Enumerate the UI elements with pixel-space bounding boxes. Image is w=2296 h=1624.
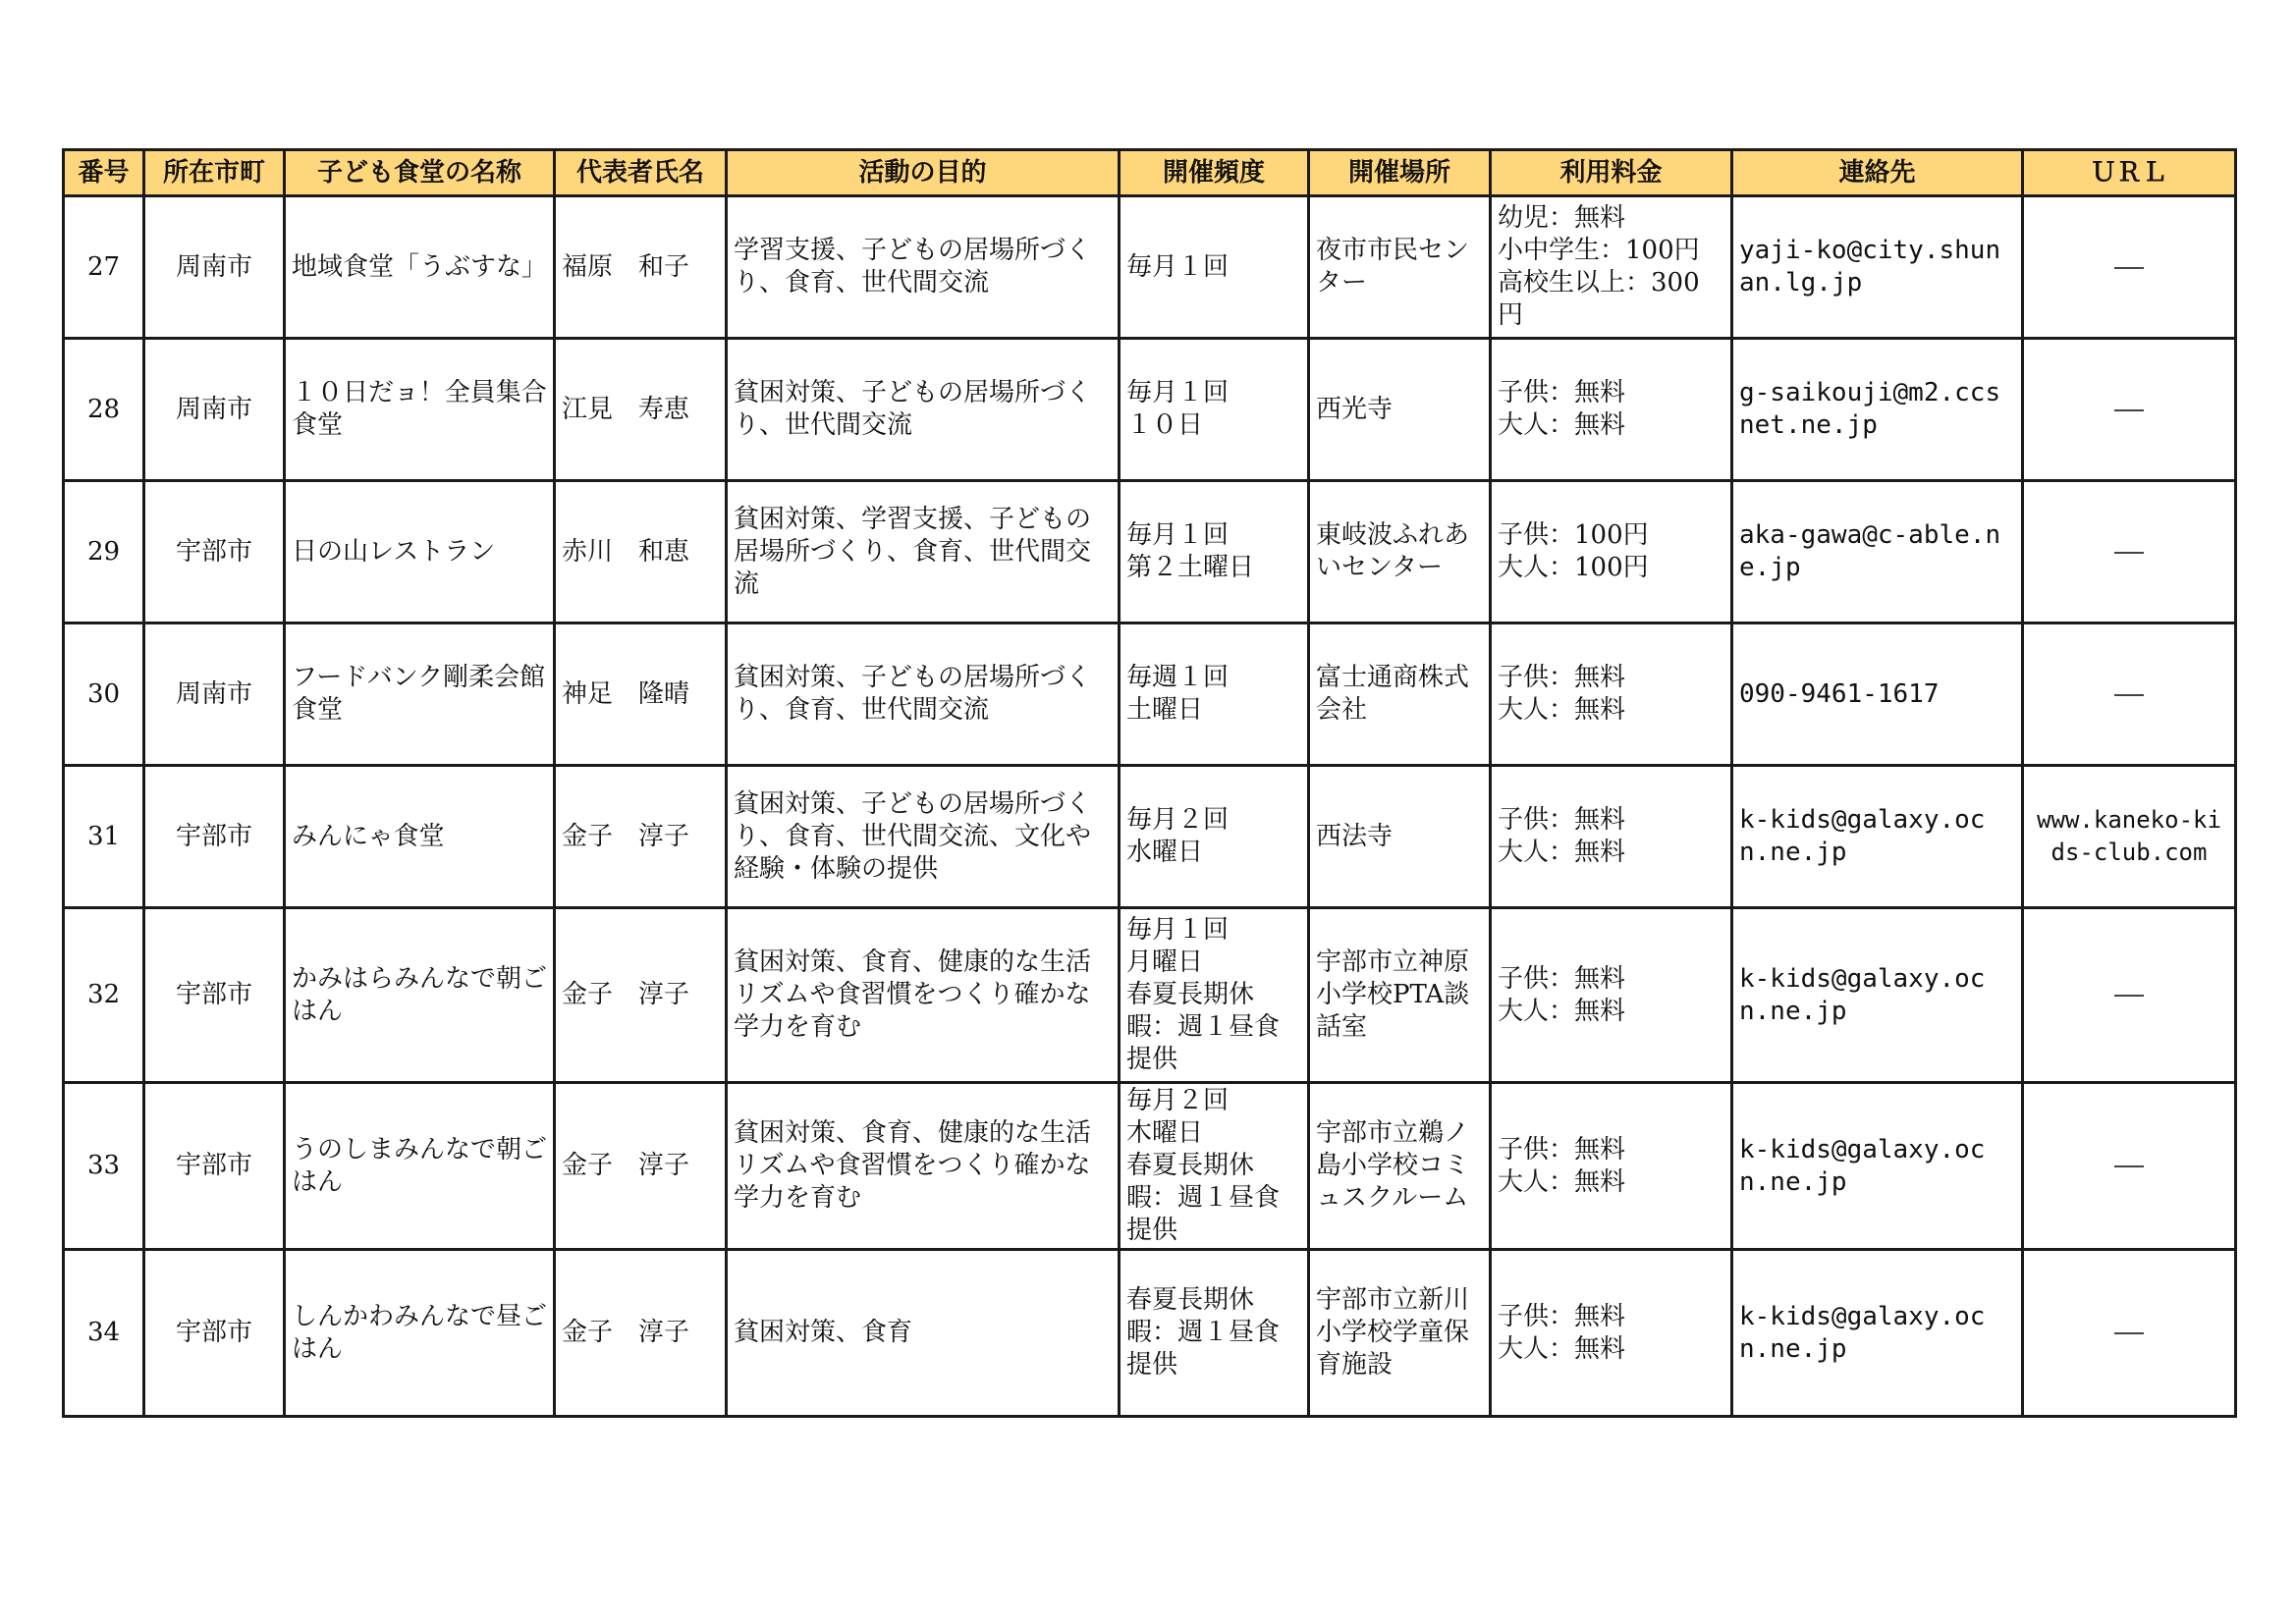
row-url: [2023, 1250, 2236, 1417]
row-url: [2023, 623, 2236, 766]
row-purpose: 貧困対策、子どもの居場所づくり、食育、世代間交流: [727, 623, 1120, 766]
row-city: 宇部市: [144, 481, 285, 623]
row-venue: 宇部市立新川小学校学童保育施設: [1309, 1250, 1491, 1417]
row-representative: 神足 隆晴: [555, 623, 727, 766]
row-representative: 金子 淳子: [555, 766, 727, 908]
row-contact: yaji-ko@city.shunan.lg.jp: [1732, 196, 2023, 339]
row-fee: [1491, 766, 1732, 908]
row-frequency-line: 春夏長期休暇：週１昼食提供: [1126, 980, 1281, 1074]
row-frequency: [1120, 908, 1309, 1083]
row-number: 34: [64, 1250, 144, 1417]
row-frequency: [1120, 339, 1309, 481]
row-contact: g-saikouji@m2.ccsnet.ne.jp: [1732, 339, 2023, 481]
row-purpose: 貧困対策、子どもの居場所づくり、食育、世代間交流、文化や経験・体験の提供: [727, 766, 1120, 908]
row-fee-line: 子供：無料: [1498, 1134, 1626, 1164]
no-url-dash: [2114, 1332, 2144, 1334]
row-cafeteria-name: みんにゃ食堂: [285, 766, 555, 908]
row-fee-line: 子供：無料: [1498, 378, 1626, 407]
row-frequency-line: １０日: [1126, 410, 1204, 440]
no-url-dash: [2114, 1165, 2144, 1167]
row-city: 宇部市: [144, 908, 285, 1083]
row-venue: 宇部市立鵜ノ島小学校コミュスクルーム: [1309, 1083, 1491, 1250]
row-venue: 東岐波ふれあいセンター: [1309, 481, 1491, 623]
header-purpose: 活動の目的: [727, 150, 1120, 196]
row-frequency: [1120, 196, 1309, 339]
row-fee: [1491, 623, 1732, 766]
row-fee-line: 大人：無料: [1498, 838, 1626, 867]
row-contact: k-kids@galaxy.ocn.ne.jp: [1732, 1250, 2023, 1417]
row-frequency: [1120, 766, 1309, 908]
row-number: 28: [64, 339, 144, 481]
row-venue: 西光寺: [1309, 339, 1491, 481]
row-city: 宇部市: [144, 1083, 285, 1250]
row-frequency-line: 毎月２回: [1126, 1086, 1230, 1115]
row-purpose: 貧困対策、食育、健康的な生活リズムや食習慣をつくり確かな学力を育む: [727, 908, 1120, 1083]
row-purpose: 貧困対策、食育、健康的な生活リズムや食習慣をつくり確かな学力を育む: [727, 1083, 1120, 1250]
row-representative: 金子 淳子: [555, 1083, 727, 1250]
header-row: [64, 150, 2236, 196]
row-number: 30: [64, 623, 144, 766]
row-frequency: [1120, 1250, 1309, 1417]
row-frequency: [1120, 623, 1309, 766]
row-cafeteria-name: フードバンク剛柔会館食堂: [285, 623, 555, 766]
table-row: [64, 623, 2236, 766]
header-cafeteria-name: 子ども食堂の名称: [285, 150, 555, 196]
table-row: [64, 196, 2236, 339]
header-venue: 開催場所: [1309, 150, 1491, 196]
row-cafeteria-name: しんかわみんなで昼ごはん: [285, 1250, 555, 1417]
row-fee: [1491, 908, 1732, 1083]
table-row: [64, 766, 2236, 908]
row-fee: [1491, 1250, 1732, 1417]
row-frequency-line: 第２土曜日: [1126, 553, 1255, 582]
row-venue: 宇部市立神原小学校PTA談話室: [1309, 908, 1491, 1083]
row-contact: k-kids@galaxy.ocn.ne.jp: [1732, 766, 2023, 908]
header-contact: 連絡先: [1732, 150, 2023, 196]
row-fee-line: 大人：100円: [1498, 553, 1649, 582]
row-frequency-line: 水曜日: [1126, 838, 1204, 867]
row-frequency-line: 毎月１回: [1126, 915, 1230, 945]
no-url-dash: [2114, 694, 2144, 696]
row-representative: 金子 淳子: [555, 1250, 727, 1417]
table-row: [64, 481, 2236, 623]
no-url-dash: [2114, 409, 2144, 411]
row-fee: [1491, 196, 1732, 339]
row-fee: [1491, 1083, 1732, 1250]
row-cafeteria-name: うのしまみんなで朝ごはん: [285, 1083, 555, 1250]
row-url: [2023, 908, 2236, 1083]
row-fee-line: 大人：無料: [1498, 410, 1626, 440]
row-contact: k-kids@galaxy.ocn.ne.jp: [1732, 908, 2023, 1083]
row-representative: 福原 和子: [555, 196, 727, 339]
row-fee-line: 大人：無料: [1498, 695, 1626, 725]
row-url[interactable]: www.kaneko-kids-club.com: [2023, 766, 2236, 908]
row-number: 31: [64, 766, 144, 908]
row-url: [2023, 196, 2236, 339]
header-url: ＵＲＬ: [2023, 150, 2236, 196]
row-url: [2023, 339, 2236, 481]
header-number: 番号: [64, 150, 144, 196]
header-representative: 代表者氏名: [555, 150, 727, 196]
row-fee: [1491, 481, 1732, 623]
row-number: 33: [64, 1083, 144, 1250]
row-cafeteria-name: １０日だョ！全員集合食堂: [285, 339, 555, 481]
header-fee: 利用料金: [1491, 150, 1732, 196]
row-frequency-line: 毎月１回: [1126, 378, 1230, 407]
row-number: 29: [64, 481, 144, 623]
row-purpose: 学習支援、子どもの居場所づくり、食育、世代間交流: [727, 196, 1120, 339]
row-frequency-line: 木曜日: [1126, 1118, 1204, 1148]
row-city: 周南市: [144, 339, 285, 481]
no-url-dash: [2114, 552, 2144, 554]
row-city: 宇部市: [144, 766, 285, 908]
row-representative: 江見 寿恵: [555, 339, 727, 481]
row-cafeteria-name: 地域食堂「うぶすな」: [285, 196, 555, 339]
row-fee-line: 子供：無料: [1498, 1301, 1626, 1331]
row-purpose: 貧困対策、子どもの居場所づくり、世代間交流: [727, 339, 1120, 481]
row-fee-line: 子供：無料: [1498, 805, 1626, 835]
row-contact: aka-gawa@c-able.ne.jp: [1732, 481, 2023, 623]
row-venue: 夜市市民センター: [1309, 196, 1491, 339]
table-row: [64, 1250, 2236, 1417]
row-contact: k-kids@galaxy.ocn.ne.jp: [1732, 1083, 2023, 1250]
row-city: 宇部市: [144, 1250, 285, 1417]
row-frequency-line: 月曜日: [1126, 947, 1204, 977]
no-url-dash: [2114, 267, 2144, 269]
row-frequency-line: 毎月１回: [1126, 520, 1230, 550]
row-fee-line: 大人：無料: [1498, 996, 1626, 1026]
row-city: 周南市: [144, 196, 285, 339]
row-fee: [1491, 339, 1732, 481]
row-fee-line: 幼児：無料: [1498, 203, 1626, 233]
no-url-dash: [2114, 995, 2144, 997]
row-frequency: [1120, 481, 1309, 623]
row-url: [2023, 1083, 2236, 1250]
row-frequency-line: 土曜日: [1126, 695, 1204, 725]
header-city: 所在市町: [144, 150, 285, 196]
table-row: [64, 339, 2236, 481]
row-fee-line: 子供：100円: [1498, 520, 1649, 550]
row-frequency-line: 毎月１回: [1126, 251, 1230, 282]
table-row: [64, 1083, 2236, 1250]
row-frequency: [1120, 1083, 1309, 1250]
row-fee-line: 小中学生：100円: [1498, 236, 1700, 265]
row-representative: 金子 淳子: [555, 908, 727, 1083]
row-frequency-line: 春夏長期休暇：週１昼食提供: [1126, 1151, 1281, 1245]
row-venue: 西法寺: [1309, 766, 1491, 908]
row-fee-line: 高校生以上：300円: [1498, 268, 1700, 330]
row-number: 27: [64, 196, 144, 339]
row-fee-line: 子供：無料: [1498, 963, 1626, 994]
row-cafeteria-name: かみはらみんなで朝ごはん: [285, 908, 555, 1083]
row-url: [2023, 481, 2236, 623]
row-city: 周南市: [144, 623, 285, 766]
table-row: [64, 908, 2236, 1083]
row-purpose: 貧困対策、食育: [727, 1250, 1120, 1417]
row-fee-line: 大人：無料: [1498, 1166, 1626, 1197]
row-fee-line: 大人：無料: [1498, 1333, 1626, 1364]
row-representative: 赤川 和恵: [555, 481, 727, 623]
row-frequency-line: 毎週１回: [1126, 663, 1230, 692]
header-frequency: 開催頻度: [1120, 150, 1309, 196]
row-frequency-line: 毎月２回: [1126, 805, 1230, 835]
row-number: 32: [64, 908, 144, 1083]
row-contact: 090-9461-1617: [1732, 623, 2023, 766]
children-cafeteria-table: [62, 148, 2237, 1418]
row-cafeteria-name: 日の山レストラン: [285, 481, 555, 623]
row-frequency-line: 春夏長期休暇：週１昼食提供: [1126, 1285, 1281, 1380]
row-fee-line: 子供：無料: [1498, 663, 1626, 692]
row-purpose: 貧困対策、学習支援、子どもの居場所づくり、食育、世代間交流: [727, 481, 1120, 623]
row-venue: 富士通商株式会社: [1309, 623, 1491, 766]
